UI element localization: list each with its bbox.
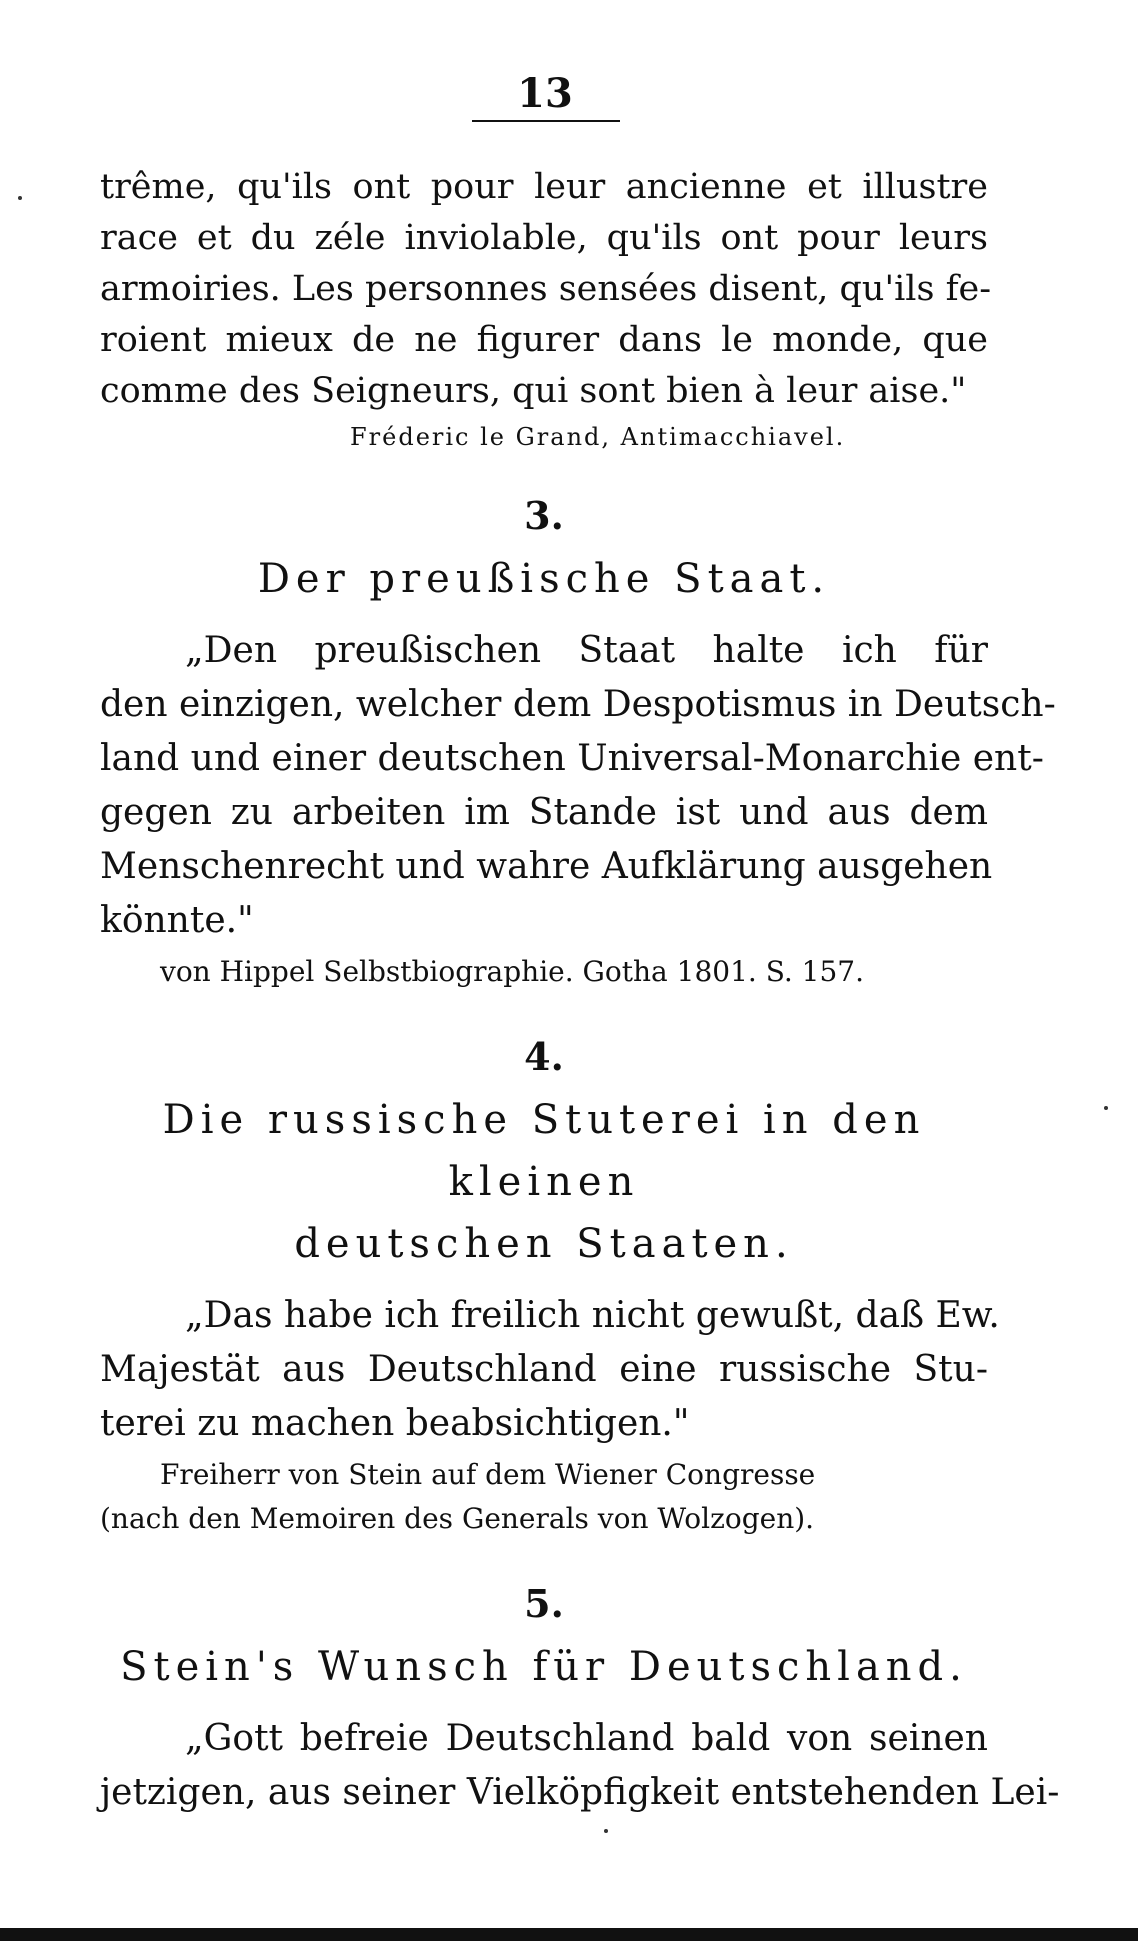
paper-speck — [18, 196, 22, 200]
page-number-rule — [472, 120, 620, 122]
french-paragraph — [100, 162, 992, 417]
paper-speck — [604, 1829, 608, 1833]
page-bottom-edge — [0, 1928, 1138, 1941]
page-number: 13 — [517, 70, 573, 117]
french-attribution: Fréderic le Grand, Antimacchiavel. — [350, 423, 846, 451]
section-quote — [100, 624, 1056, 948]
section-number: 3. — [524, 493, 564, 538]
text-line: roient mieux de ne figurer dans le monde, que — [100, 320, 988, 360]
text-line: terei zu machen beabsichtigen." — [100, 1403, 690, 1444]
section-attribution: von Hippel Selbstbiographie. Gotha 1801. S. 157. — [160, 955, 865, 988]
section-title: Stein's Wunsch für Deutschland. — [120, 1644, 968, 1690]
text-line: land und einer deutschen Universal-Monarchie ent- — [100, 738, 1044, 779]
text-line: Menschenrecht und wahre Aufklärung ausgehen — [100, 846, 993, 887]
text-line: könnte." — [100, 900, 254, 941]
text-line: „Gott befreie Deutschland bald von seinen — [185, 1718, 988, 1759]
section-attribution: Freiherr von Stein auf dem Wiener Congresse — [160, 1458, 816, 1491]
page-content — [100, 162, 1060, 1820]
paper-speck — [1104, 1106, 1108, 1110]
section-number: 5. — [524, 1581, 564, 1626]
section-title: Der preußische Staat. — [257, 556, 831, 602]
section-quote — [100, 1289, 1000, 1451]
section-title — [100, 1089, 988, 1275]
text-line: Majestät aus Deutschland eine russische Stu- — [100, 1349, 988, 1390]
text-line: comme des Seigneurs, qui sont bien à leur aise." — [100, 371, 967, 411]
text-line: jetzigen, aus seiner Vielköpfigkeit entstehenden Lei- — [100, 1772, 1060, 1813]
section-title-line: Die russische Stuterei in den kleinen — [162, 1097, 926, 1205]
text-line: gegen zu arbeiten im Stande ist und aus dem — [100, 792, 988, 833]
text-line: „Den preußischen Staat halte ich für — [185, 630, 988, 671]
text-line: race et du zéle inviolable, qu'ils ont pour leurs — [100, 218, 988, 258]
text-line: den einzigen, welcher dem Despotismus in Deutsch- — [100, 684, 1056, 725]
section-number: 4. — [524, 1034, 564, 1079]
section-attribution: (nach den Memoiren des Generals von Wolzogen). — [100, 1502, 815, 1535]
text-line: armoiries. Les personnes sensées disent, qu'ils fe- — [100, 269, 992, 309]
section-title-line: deutschen Staaten. — [294, 1221, 794, 1267]
section-quote — [100, 1712, 1060, 1820]
text-line: „Das habe ich freilich nicht gewußt, daß Ew. — [185, 1295, 1000, 1336]
text-line: trême, qu'ils ont pour leur ancienne et illustre — [100, 167, 988, 207]
